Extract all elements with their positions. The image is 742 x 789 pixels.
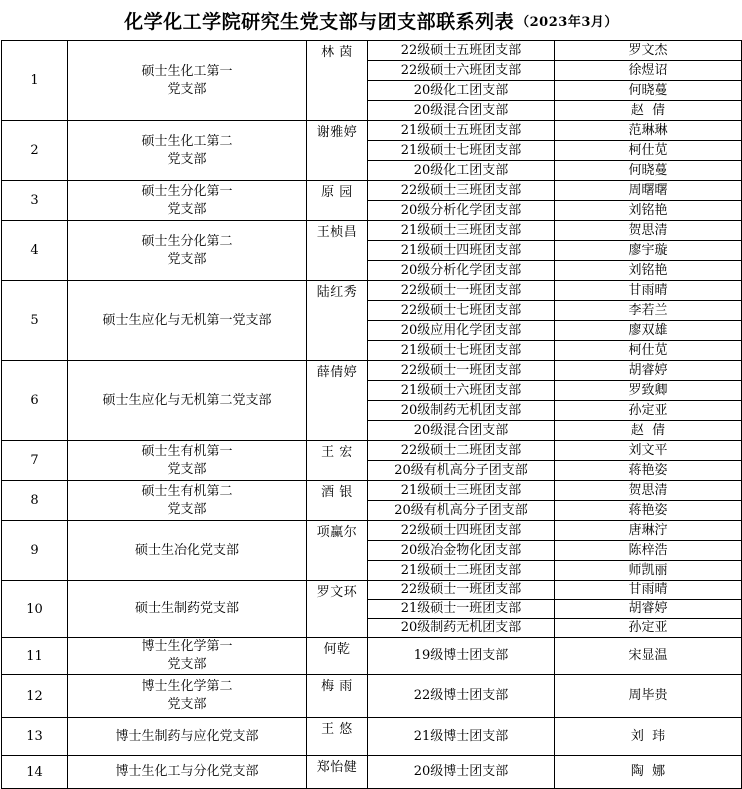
league-branch-name: 20级制药无机团支部 (368, 401, 555, 421)
contact-person: 周曙曙 (555, 181, 742, 201)
table-row (2, 718, 742, 756)
party-branch-name: 硕士生分化第二 党支部 (68, 221, 307, 281)
league-branch-name: 21级硕士四班团支部 (368, 241, 555, 261)
contact-person: 罗致卿 (555, 381, 742, 401)
contact-person: 刘文平 (555, 441, 742, 461)
league-branch-name: 22级硕士一班团支部 (368, 581, 555, 600)
table-row (2, 181, 742, 201)
table-row (2, 121, 742, 141)
table-row (2, 581, 742, 600)
row-number: 3 (2, 181, 68, 221)
contact-person: 贺思清 (555, 481, 742, 501)
contact-person: 宋显温 (555, 638, 742, 675)
contact-person: 廖宇璇 (555, 241, 742, 261)
party-branch-name: 博士生制药与应化党支部 (68, 718, 307, 756)
contact-person: 贺思清 (555, 221, 742, 241)
league-branch-name: 20级化工团支部 (368, 161, 555, 181)
contact-person: 陈梓浩 (555, 541, 742, 561)
contact-person: 蒋艳姿 (555, 461, 742, 481)
party-branch-name: 硕士生应化与无机第二党支部 (68, 361, 307, 441)
league-branch-name: 21级硕士七班团支部 (368, 141, 555, 161)
row-number: 5 (2, 281, 68, 361)
row-number: 14 (2, 756, 68, 789)
league-branch-name: 21级硕士六班团支部 (368, 381, 555, 401)
contact-person: 赵 倩 (555, 421, 742, 441)
branch-secretary: 王 宏 (307, 441, 368, 481)
contact-person: 赵 倩 (555, 101, 742, 121)
row-number: 4 (2, 221, 68, 281)
league-branch-name: 22级硕士二班团支部 (368, 441, 555, 461)
contact-person: 甘雨晴 (555, 581, 742, 600)
row-number: 7 (2, 441, 68, 481)
party-branch-name: 博士生化学第二 党支部 (68, 675, 307, 718)
branch-secretary: 王桢昌 (307, 221, 368, 281)
contact-person: 孙定亚 (555, 619, 742, 638)
league-branch-name: 19级博士团支部 (368, 638, 555, 675)
league-branch-name: 20级混合团支部 (368, 421, 555, 441)
league-branch-name: 21级博士团支部 (368, 718, 555, 756)
title-date: （2023年3月） (516, 14, 618, 30)
league-branch-name: 22级硕士一班团支部 (368, 361, 555, 381)
branch-secretary: 梅 雨 (307, 675, 368, 718)
league-branch-name: 22级硕士一班团支部 (368, 281, 555, 301)
row-number: 11 (2, 638, 68, 675)
league-branch-name: 21级硕士一班团支部 (368, 600, 555, 619)
branch-secretary: 谢雅婷 (307, 121, 368, 181)
league-branch-name: 21级硕士二班团支部 (368, 561, 555, 581)
contact-person: 甘雨晴 (555, 281, 742, 301)
row-number: 10 (2, 581, 68, 638)
contact-person: 唐琳泞 (555, 521, 742, 541)
row-number: 9 (2, 521, 68, 581)
party-branch-name: 硕士生应化与无机第一党支部 (68, 281, 307, 361)
league-branch-name: 21级硕士五班团支部 (368, 121, 555, 141)
contact-table-body (2, 41, 742, 789)
league-branch-name: 20级化工团支部 (368, 81, 555, 101)
party-branch-name: 硕士生有机第二 党支部 (68, 481, 307, 521)
contact-person: 刘铭艳 (555, 261, 742, 281)
branch-secretary: 薛倩婷 (307, 361, 368, 441)
party-branch-name: 硕士生冶化党支部 (68, 521, 307, 581)
party-branch-name: 硕士生化工第二 党支部 (68, 121, 307, 181)
league-branch-name: 20级博士团支部 (368, 756, 555, 789)
contact-person: 范琳琳 (555, 121, 742, 141)
party-branch-name: 硕士生分化第一 党支部 (68, 181, 307, 221)
league-branch-name: 22级硕士七班团支部 (368, 301, 555, 321)
table-row (2, 521, 742, 541)
league-branch-name: 21级硕士三班团支部 (368, 221, 555, 241)
table-row (2, 221, 742, 241)
contact-person: 柯仕苋 (555, 341, 742, 361)
contact-table (1, 40, 742, 789)
row-number: 1 (2, 41, 68, 121)
league-branch-name: 22级硕士三班团支部 (368, 181, 555, 201)
table-title (0, 0, 742, 40)
contact-person: 廖双雄 (555, 321, 742, 341)
league-branch-name: 20级冶金物化团支部 (368, 541, 555, 561)
branch-secretary: 郑怡健 (307, 756, 368, 789)
contact-person: 刘铭艳 (555, 201, 742, 221)
table-row (2, 756, 742, 789)
contact-person: 陶 娜 (555, 756, 742, 789)
contact-person: 何晓蔓 (555, 81, 742, 101)
table-row (2, 361, 742, 381)
row-number: 2 (2, 121, 68, 181)
contact-person: 徐煜诏 (555, 61, 742, 81)
table-row (2, 675, 742, 718)
party-branch-name: 博士生化工与分化党支部 (68, 756, 307, 789)
branch-secretary: 何乾 (307, 638, 368, 675)
branch-secretary: 原 园 (307, 181, 368, 221)
league-branch-name: 20级混合团支部 (368, 101, 555, 121)
title-main: 化学化工学院研究生党支部与团支部联系列表 (124, 10, 515, 33)
party-branch-name: 硕士生化工第一 党支部 (68, 41, 307, 121)
league-branch-name: 22级硕士六班团支部 (368, 61, 555, 81)
league-branch-name: 22级硕士五班团支部 (368, 41, 555, 61)
league-branch-name: 20级分析化学团支部 (368, 261, 555, 281)
row-number: 12 (2, 675, 68, 718)
row-number: 13 (2, 718, 68, 756)
league-branch-name: 20级有机高分子团支部 (368, 461, 555, 481)
contact-person: 周毕贵 (555, 675, 742, 718)
league-branch-name: 21级硕士七班团支部 (368, 341, 555, 361)
contact-person: 胡睿婷 (555, 361, 742, 381)
party-branch-name: 硕士生制药党支部 (68, 581, 307, 638)
league-branch-name: 20级分析化学团支部 (368, 201, 555, 221)
table-row (2, 638, 742, 675)
contact-person: 师凯丽 (555, 561, 742, 581)
contact-person: 胡睿婷 (555, 600, 742, 619)
league-branch-name: 21级硕士三班团支部 (368, 481, 555, 501)
league-branch-name: 20级有机高分子团支部 (368, 501, 555, 521)
branch-secretary: 酒 银 (307, 481, 368, 521)
row-number: 6 (2, 361, 68, 441)
contact-person: 何晓蔓 (555, 161, 742, 181)
contact-person: 罗文杰 (555, 41, 742, 61)
contact-person: 刘 玮 (555, 718, 742, 756)
league-branch-name: 22级博士团支部 (368, 675, 555, 718)
league-branch-name: 22级硕士四班团支部 (368, 521, 555, 541)
contact-person: 柯仕苋 (555, 141, 742, 161)
league-branch-name: 20级应用化学团支部 (368, 321, 555, 341)
branch-secretary: 项赢尔 (307, 521, 368, 581)
contact-person: 李若兰 (555, 301, 742, 321)
party-branch-name: 博士生化学第一 党支部 (68, 638, 307, 675)
table-row (2, 281, 742, 301)
league-branch-name: 20级制药无机团支部 (368, 619, 555, 638)
branch-secretary: 罗文环 (307, 581, 368, 638)
branch-secretary: 陆红秀 (307, 281, 368, 361)
contact-person: 孙定亚 (555, 401, 742, 421)
party-branch-name: 硕士生有机第一 党支部 (68, 441, 307, 481)
table-row (2, 41, 742, 61)
contact-person: 蒋艳姿 (555, 501, 742, 521)
table-row (2, 441, 742, 461)
row-number: 8 (2, 481, 68, 521)
branch-secretary: 王 悠 (307, 718, 368, 756)
table-row (2, 481, 742, 501)
branch-secretary: 林 茵 (307, 41, 368, 121)
